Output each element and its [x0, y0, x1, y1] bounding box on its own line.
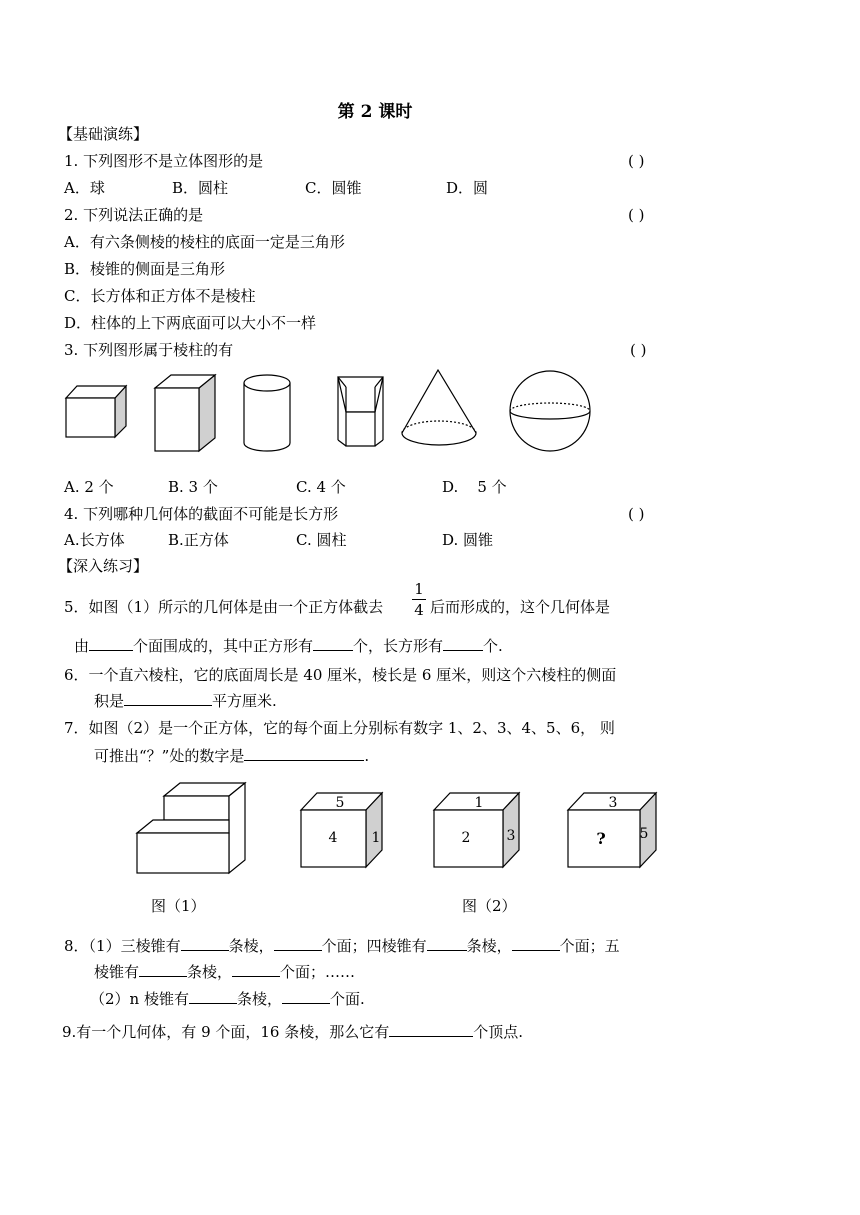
q3-text: 3. 下列图形属于棱柱的有	[64, 341, 234, 359]
page-title: 第 2 课时	[337, 102, 413, 122]
figure1-caption: 图（1）	[151, 897, 206, 915]
q8-blank-tri-edges[interactable]	[181, 936, 229, 951]
q8-blank-tri-faces[interactable]	[274, 936, 322, 951]
q7-text-a: 可推出“？”处的数字是	[94, 747, 245, 765]
q4-text: 4. 下列哪种几何体的截面不可能是长方形	[64, 505, 339, 523]
q8-line1	[64, 936, 620, 956]
q3-option-b: B. 3 个	[168, 478, 218, 496]
stepped-solid-icon	[137, 783, 245, 873]
q8-text-3c: 个面.	[330, 990, 365, 1008]
q3-answer-paren: ( )	[630, 341, 647, 359]
q1-text: 1. 下列图形不是立体图形的是	[64, 152, 264, 170]
q8-text-1e: 个面；五	[559, 937, 620, 955]
cube2-front-label: 2	[461, 830, 471, 846]
q3-option-d: D. 5 个	[442, 478, 507, 496]
q1-option-d: D．圆	[446, 179, 489, 197]
q8-blank-n-faces[interactable]	[282, 989, 330, 1004]
q9-line	[62, 1022, 523, 1042]
q2-option-a: A．有六条侧棱的棱柱的底面一定是三角形	[64, 233, 345, 251]
cube2-top-label: 1	[474, 795, 484, 811]
cube3-front-label: ?	[596, 829, 606, 848]
q5-text-a: 由	[74, 637, 90, 655]
q4-option-d: D. 圆锥	[442, 531, 494, 549]
q9-blank-vertices[interactable]	[389, 1022, 473, 1037]
q8-blank-pent-edges[interactable]	[139, 962, 187, 977]
q8-text-1d: 条棱，	[466, 937, 512, 955]
q8-text-3a: （2）n 棱锥有	[90, 990, 189, 1008]
q8-blank-n-edges[interactable]	[189, 989, 237, 1004]
q8-text-2c: 个面；……	[280, 963, 356, 981]
q9-text-a: 9.有一个几何体，有 9 个面，16 条棱，那么它有	[62, 1023, 390, 1041]
q7-text-b: .	[364, 747, 370, 765]
q2-answer-paren: ( )	[628, 206, 645, 224]
q5-text-b: 个面围成的，其中正方形有	[133, 637, 314, 655]
q8-line3	[90, 989, 365, 1009]
q1-answer-paren: ( )	[628, 152, 645, 170]
q5-fraction-denominator: 4	[414, 601, 424, 619]
q8-blank-quad-faces[interactable]	[512, 936, 560, 951]
q5-fraction-numerator: 1	[414, 580, 424, 598]
q8-text-2a: 棱锥有	[94, 963, 140, 981]
q1-option-c: C．圆锥	[305, 179, 362, 197]
cube3-side-label: 5	[639, 826, 649, 842]
q8-text-3b: 条棱，	[236, 990, 282, 1008]
q8-blank-quad-edges[interactable]	[427, 936, 467, 951]
q5-line1-start: 5．如图（1）所示的几何体是由一个正方体截去	[64, 598, 384, 616]
q6-text-a: 积是	[94, 692, 125, 710]
q3-option-a: A. 2 个	[64, 478, 114, 496]
q2-option-d: D．柱体的上下两底面可以大小不一样	[64, 314, 317, 332]
q8-text-1a: 8．（1）三棱锥有	[64, 937, 181, 955]
cube1-top-label: 5	[335, 795, 345, 811]
cube1-side-label: 1	[371, 830, 381, 846]
q4-option-a: A.长方体	[64, 531, 125, 549]
q4-answer-paren: ( )	[628, 505, 645, 523]
q6-line1: 6．一个直六棱柱，它的底面周长是 40 厘米，棱长是 6 厘米，则这个六棱柱的侧面	[64, 666, 617, 684]
q5-text-d: 个.	[483, 637, 503, 655]
q2-option-b: B．棱锥的侧面是三角形	[64, 260, 226, 278]
q8-blank-pent-faces[interactable]	[232, 962, 280, 977]
q2-option-c: C．长方体和正方体不是棱柱	[64, 287, 256, 305]
q8-text-1b: 条棱，	[228, 937, 274, 955]
cube2-side-label: 3	[506, 828, 516, 844]
q8-line2	[94, 962, 355, 982]
q7-line1: 7．如图（2）是一个正方体，它的每个面上分别标有数字 1、2、3、4、5、6， 则	[64, 719, 615, 737]
q4-option-c: C. 圆柱	[296, 531, 347, 549]
q2-text: 2. 下列说法正确的是	[64, 206, 204, 224]
q3-option-c: C. 4 个	[296, 478, 346, 496]
cube3-top-label: 3	[608, 795, 618, 811]
q5-text-c: 个，长方形有	[353, 637, 444, 655]
q9-text-b: 个顶点.	[473, 1023, 524, 1041]
q8-text-2b: 条棱，	[187, 963, 233, 981]
cube1-front-label: 4	[328, 830, 338, 846]
q8-text-1c: 个面；四棱锥有	[321, 937, 427, 955]
figure2-caption: 图（2）	[462, 897, 517, 915]
section-deep-heading: 【深入练习】	[58, 557, 149, 575]
q6-text-b: 平方厘米.	[212, 692, 277, 710]
q1-option-a: A．球	[64, 179, 105, 197]
q5-line1-end: 后而形成的，这个几何体是	[430, 598, 611, 616]
section-basic-heading: 【基础演练】	[58, 125, 149, 143]
q4-option-b: B.正方体	[168, 531, 229, 549]
q1-option-b: B．圆柱	[172, 179, 229, 197]
